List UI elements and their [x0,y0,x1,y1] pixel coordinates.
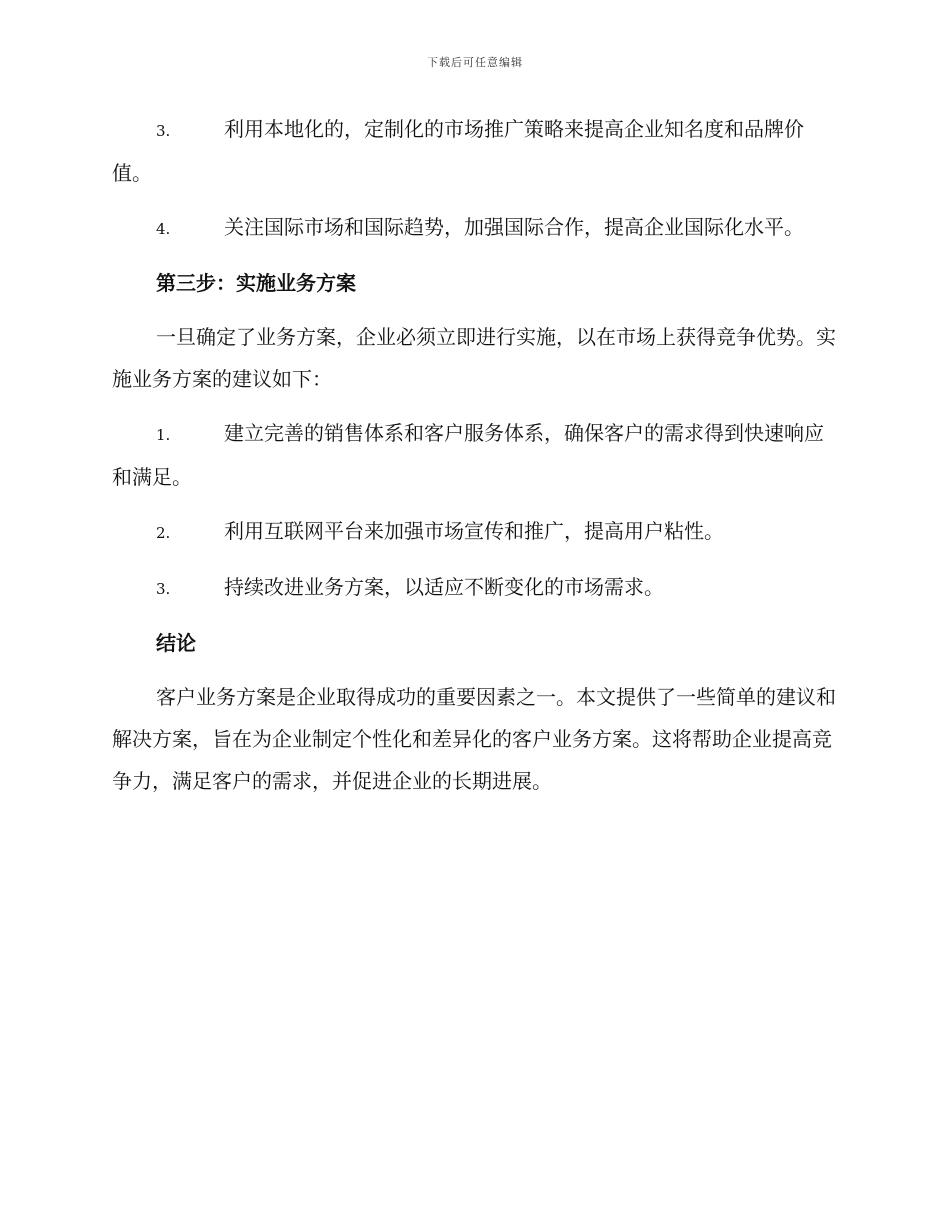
section-heading-conclusion: 结论 [156,631,196,655]
list-item [112,566,836,610]
list-number: 4. [156,220,171,238]
header-note: 下载后可任意编辑 [427,56,523,69]
list-item [112,510,836,554]
conclusion-paragraph: 客户业务方案是企业取得成功的重要因素之一。本文提供了一些简单的建议和解决方案，旨在为企业制定个性化和差异化的客户业务方案。这将帮助企业提高竞争力，满足客户的需求，并促进企业的长期进展。 [112,685,836,793]
list-text: 持续改进业务方案，以适应不断变化的市场需求。 [224,575,664,599]
list-number: 3. [156,580,171,598]
list-item [112,108,836,194]
step3-intro-paragraph: 一旦确定了业务方案，企业必须立即进行实施，以在市场上获得竞争优势。实施业务方案的建议如下： [112,325,836,391]
list-number: 3. [156,122,171,140]
list-text: 建立完善的销售体系和客户服务体系，确保客户的需求得到快速响应和满足。 [112,421,824,489]
list-text: 利用本地化的，定制化的市场推广策略来提高企业知名度和品牌价值。 [112,117,804,185]
list-number: 1. [156,426,171,444]
document-body [112,108,836,814]
list-text: 利用互联网平台来加强市场宣传和推广，提高用户粘性。 [224,519,724,543]
section-heading-step3: 第三步：实施业务方案 [156,271,356,295]
list-text: 关注国际市场和国际趋势，加强国际合作，提高企业国际化水平。 [224,215,804,239]
list-item [112,412,836,498]
list-number: 2. [156,524,171,542]
list-item [112,206,836,250]
